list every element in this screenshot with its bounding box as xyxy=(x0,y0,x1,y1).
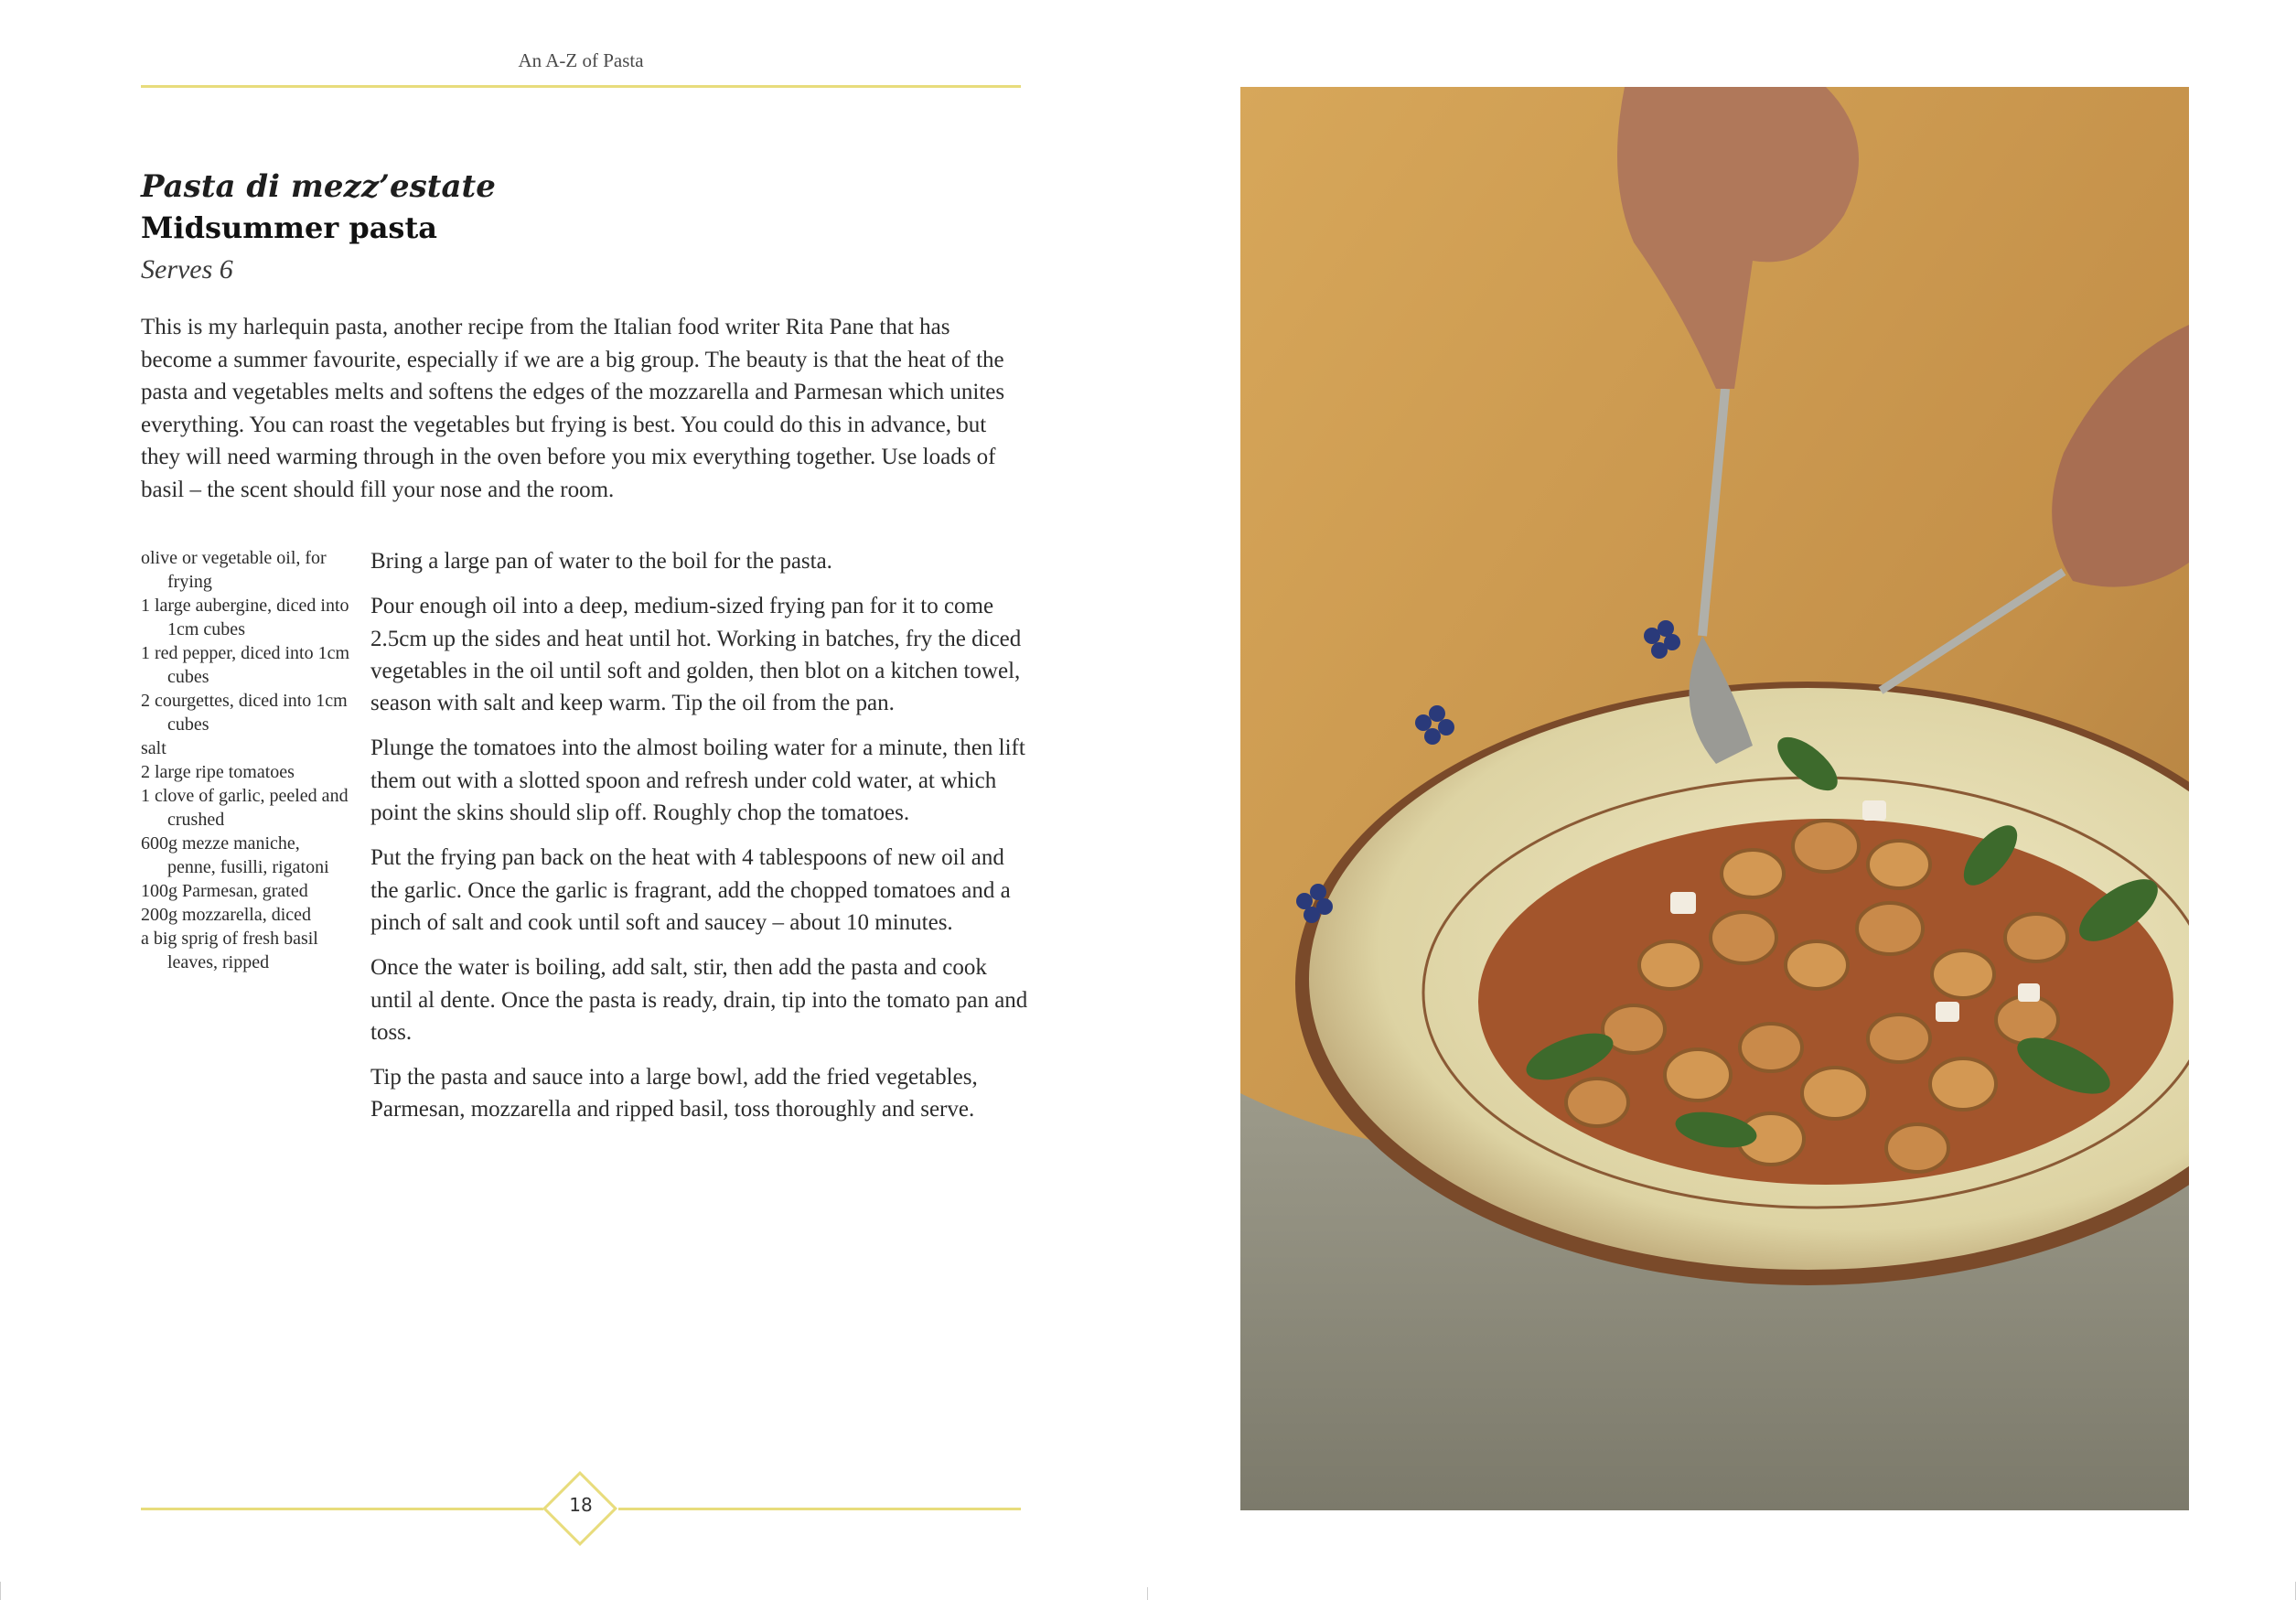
ingredient-item: 100g Parmesan, grated xyxy=(141,881,308,901)
method-step: Put the frying pan back on the heat with 4 tablespoons of new oil and the garlic. Once the garlic is fragrant, add the chopped tomatoes and a pinch of salt and cook until soft and saucey – about 10 minutes. xyxy=(370,845,1011,935)
recipe-intro: This is my harlequin pasta, another recipe from the Italian food writer Rita Pane that has become a summer favourite, especially if we are a big group. The beauty is that the heat of the pasta and vegetables melts and softens the edges of the mozzarella and Parmesan which unites everything. You can roast the vegetables but frying is best. You could do this in advance, but they will need warming through in the oven before you mix everything together. Use loads of basil – the scent should fill your nose and the room. xyxy=(141,315,1005,502)
ingredient-item: 200g mozzarella, diced xyxy=(141,905,312,925)
method-step: Tip the pasta and sauce into a large bowl, add the fried vegetables, Parmesan, mozzarella and ripped basil, toss thoroughly and serve. xyxy=(370,1065,978,1122)
footer-rule-left xyxy=(141,1508,543,1510)
method-step: Plunge the tomatoes into the almost boiling water for a minute, then lift them out with a slotted spoon and refresh under cold water, at which point the skins should slip off. Roughly chop the tomatoes. xyxy=(370,736,1025,826)
recipe-serves: Serves 6 xyxy=(141,254,233,285)
recipe-title-english: Midsummer pasta xyxy=(141,210,437,245)
ingredients-list xyxy=(141,546,351,974)
method-step: Pour enough oil into a deep, medium-sized frying pan for it to come 2.5cm up the sides and heat until hot. Working in batches, fry the diced vegetables in the oil until soft and golden, then blot on a kitchen towel, season with salt and keep warm. Tip the oil from the pan. xyxy=(370,594,1022,716)
header-rule xyxy=(141,85,1021,88)
method-steps xyxy=(370,545,1029,1139)
ingredient-item: 1 red pepper, diced into 1cm cubes xyxy=(141,643,350,687)
ingredient-item: 2 courgettes, diced into 1cm cubes xyxy=(141,691,348,735)
ingredient-item: 2 large ripe tomatoes xyxy=(141,762,295,782)
method-step: Bring a large pan of water to the boil for the pasta. xyxy=(370,549,832,574)
photo-pasta-bowl xyxy=(1240,87,2189,1510)
recipe-title-italian: Pasta di mezz’estate xyxy=(141,168,496,205)
pasta-photo-illustration xyxy=(1240,87,2189,1510)
ingredient-item: 1 clove of garlic, peeled and crushed xyxy=(141,786,349,830)
ingredient-item: salt xyxy=(141,738,166,758)
ingredient-item: olive or vegetable oil, for frying xyxy=(141,548,327,592)
running-head: An A-Z of Pasta xyxy=(518,49,644,71)
ingredient-item: 600g mezze maniche, penne, fusilli, rigatoni xyxy=(141,833,329,877)
page-number: 18 xyxy=(569,1494,593,1516)
footer-rule-right xyxy=(618,1508,1021,1510)
ingredient-item: 1 large aubergine, diced into 1cm cubes xyxy=(141,596,349,639)
ingredient-item: a big sprig of fresh basil leaves, ripped xyxy=(141,929,318,972)
method-step: Once the water is boiling, add salt, stir, then add the pasta and cook until al dente. Once the pasta is ready, drain, tip into the tomato pan and toss. xyxy=(370,955,1028,1045)
